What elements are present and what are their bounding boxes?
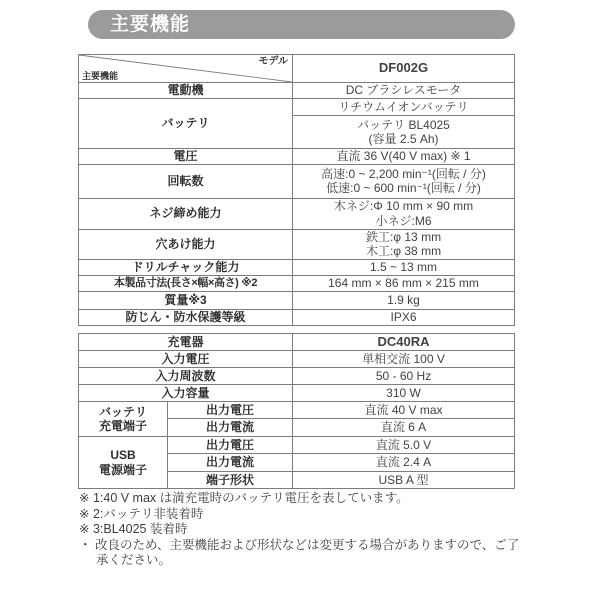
row-label-voltage: 電圧 bbox=[79, 149, 293, 165]
row-value-batt-output-current: 直流 6 A bbox=[293, 419, 515, 437]
row-label-batt-output-current: 出力電流 bbox=[168, 419, 293, 437]
row-label-speed: 回転数 bbox=[79, 164, 293, 198]
model-number: DF002G bbox=[293, 55, 515, 83]
corner-label-features: 主要機能 bbox=[82, 71, 119, 81]
row-label-battery: バッテリ bbox=[79, 99, 293, 149]
speed-high-line: 高速:0 ~ 2,200 min⁻¹(回転 / 分) bbox=[321, 166, 486, 181]
footnote-disclaimer: ・ 改良のため、主要機能および形状などは変更する場合がありますので、ご了承ください。 bbox=[79, 537, 520, 568]
battery-model-line: バッテリ BL4025 bbox=[357, 117, 450, 132]
footnotes bbox=[79, 491, 531, 569]
row-value-speed bbox=[293, 164, 515, 198]
usb-terminal-line2: 電源端子 bbox=[98, 462, 147, 477]
group-label-usb-terminal bbox=[79, 437, 168, 489]
row-value-chuck: 1.5 ~ 13 mm bbox=[293, 259, 515, 275]
row-label-input-voltage: 入力電圧 bbox=[79, 351, 293, 368]
row-label-chuck: ドリルチャック能力 bbox=[79, 259, 293, 275]
row-label-dimensions: 本製品寸法(長さ×幅×高さ) ※2 bbox=[79, 275, 293, 291]
usb-terminal-line1: USB bbox=[110, 448, 136, 462]
row-value-usb-output-current: 直流 2.4 A bbox=[293, 454, 515, 472]
battery-terminal-line1: バッテリ bbox=[98, 404, 147, 419]
screw-machine-line: 小ネジ:M6 bbox=[375, 213, 432, 228]
row-value-battery-model bbox=[293, 116, 515, 149]
footnote-2: ※ 2:バッテリ非装着時 bbox=[79, 506, 204, 521]
drill-steel-line: 鉄工:φ 13 mm bbox=[365, 229, 442, 244]
row-label-ip-rating: 防じん・防水保護等級 bbox=[79, 309, 293, 325]
charger-table bbox=[78, 333, 515, 489]
corner-label-model: モデル bbox=[258, 56, 288, 67]
row-label-drill: 穴あけ能力 bbox=[79, 229, 293, 259]
row-label-input-capacity: 入力容量 bbox=[79, 385, 293, 402]
battery-capacity-line: (容量 2.5 Ah) bbox=[368, 132, 439, 146]
row-label-screw: ネジ締め能力 bbox=[79, 198, 293, 229]
row-value-batt-output-voltage: 直流 40 V max bbox=[293, 402, 515, 419]
row-value-weight: 1.9 kg bbox=[293, 291, 515, 309]
row-value-battery-type: リチウムイオンバッテリ bbox=[293, 99, 515, 116]
row-value-input-voltage: 単相交流 100 V bbox=[293, 351, 515, 368]
speed-low-line: 低速:0 ~ 600 min⁻¹(回転 / 分) bbox=[326, 181, 481, 195]
row-label-usb-output-voltage: 出力電圧 bbox=[168, 437, 293, 454]
row-value-ip-rating: IPX6 bbox=[293, 309, 515, 325]
spec-table bbox=[78, 54, 515, 326]
row-label-input-frequency: 入力周波数 bbox=[79, 368, 293, 385]
row-label-usb-shape: 端子形状 bbox=[168, 472, 293, 489]
section-title: 主要機能 bbox=[88, 10, 515, 39]
corner-cell bbox=[79, 55, 293, 83]
row-label-charger: 充電器 bbox=[79, 334, 293, 351]
screw-wood-line: 木ネジ:Φ 10 mm × 90 mm bbox=[333, 199, 474, 213]
row-value-screw bbox=[293, 198, 515, 229]
battery-terminal-line2: 充電端子 bbox=[98, 419, 147, 433]
group-label-battery-terminal bbox=[79, 402, 168, 437]
row-label-motor: 電動機 bbox=[79, 83, 293, 99]
row-value-usb-shape: USB A 型 bbox=[293, 472, 515, 489]
row-label-batt-output-voltage: 出力電圧 bbox=[168, 402, 293, 419]
footnote-3: ※ 3:BL4025 装着時 bbox=[79, 522, 188, 537]
row-value-drill bbox=[293, 229, 515, 259]
row-value-charger: DC40RA bbox=[293, 334, 515, 351]
row-value-motor: DC ブラシレスモータ bbox=[293, 83, 515, 99]
row-value-voltage: 直流 36 V(40 V max) ※ 1 bbox=[293, 149, 515, 165]
row-value-dimensions: 164 mm × 86 mm × 215 mm bbox=[293, 275, 515, 291]
row-label-weight: 質量※3 bbox=[79, 291, 293, 309]
footnote-1: ※ 1:40 V max は満充電時のバッテリ電圧を表しています。 bbox=[79, 491, 409, 505]
row-value-input-capacity: 310 W bbox=[293, 385, 515, 402]
row-value-usb-output-voltage: 直流 5.0 V bbox=[293, 437, 515, 454]
drill-wood-line: 木工:φ 38 mm bbox=[365, 244, 442, 258]
row-value-input-frequency: 50 - 60 Hz bbox=[293, 368, 515, 385]
row-label-usb-output-current: 出力電流 bbox=[168, 454, 293, 472]
